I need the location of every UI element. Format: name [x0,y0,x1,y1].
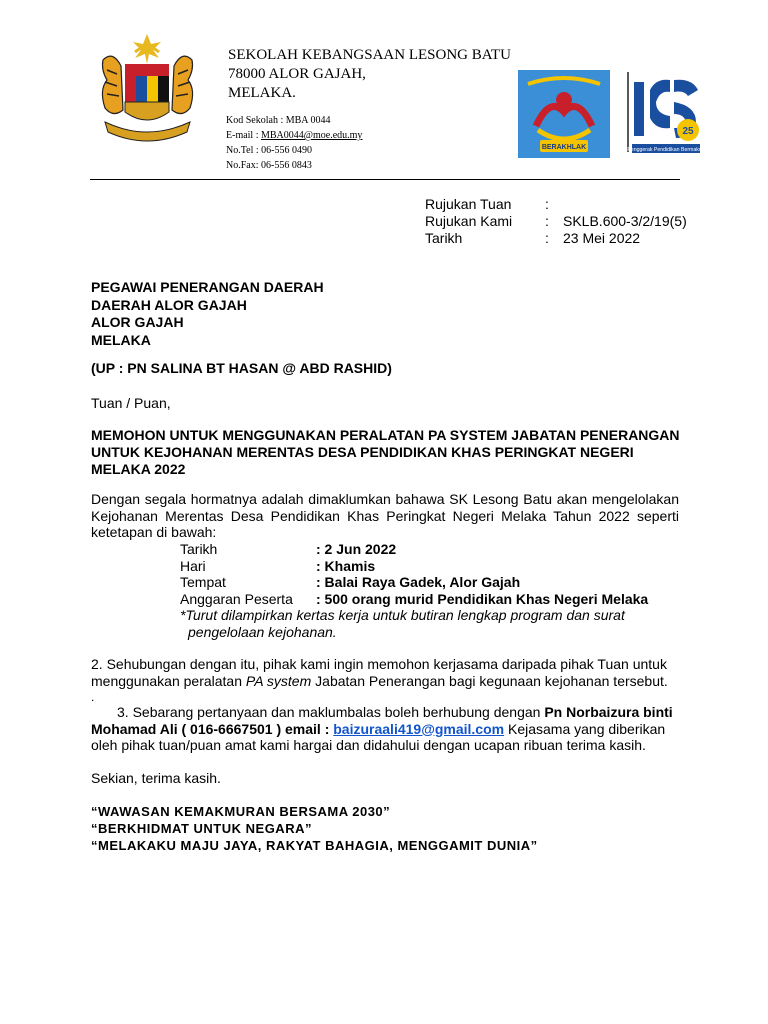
closing-line: Sekian, terima kasih. [91,770,221,786]
detail-row: Hari : Khamis [180,557,376,574]
event-details [180,541,648,607]
svg-text:BERAKHLAK: BERAKHLAK [541,144,587,151]
ref-row-kami: Rujukan Kami : SKLB.600-3/2/19(5) [425,213,687,229]
postcode-town: 78000 ALOR GAJAH, [228,66,366,82]
program-logo-icon [626,72,702,160]
motto-3: “MELAKAKU MAJU JAYA, RAKYAT BAHAGIA, MENGGAMIT DUNIA” [91,838,538,853]
reference-block [425,196,687,247]
detail-row: Anggaran Peserta : 500 orang murid Pendidikan Khas Negeri Melaka [180,590,649,607]
school-contact [226,113,362,173]
coat-of-arms-icon [95,30,200,148]
detail-row: Tarikh : 2 Jun 2022 [180,541,397,557]
letter-subject: MEMOHON UNTUK MENGGUNAKAN PERALATAN PA SYSTEM JABATAN PENERANGAN UNTUK KEJOHANAN MERENTAS DESA PENDIDIKAN KHAS PERINGKAT NEGERI MELAKA 2022 [91,427,680,477]
detail-row: Tempat : Balai Raya Gadek, Alor Gajah [180,574,521,590]
svg-text:25: 25 [682,126,694,137]
salutation: Tuan / Puan, [91,395,171,411]
school-logo-icon [518,70,610,158]
paragraph-1: Dengan segala hormatnya adalah dimaklumkan bahawa SK Lesong Batu akan mengelolakan Kejohanan Merentas Desa Pendidikan Khas Peringkat Negeri Melaka Tahun 2022 seperti ketetapan di bawah: [91,491,679,540]
school-fax: No.Fax: 06-556 0843 [226,160,312,171]
motto-1: “WAWASAN KEMAKMURAN BERSAMA 2030” [91,804,391,819]
motto-2: “BERKHIDMAT UNTUK NEGARA” [91,821,312,836]
ref-row-tarikh: Tarikh : 23 Mei 2022 [425,230,641,246]
svg-text:Penggerak Pendidikan Bermakna: Penggerak Pendidikan Bermakna [627,147,702,153]
attention-line: (UP : PN SALINA BT HASAN @ ABD RASHID) [91,360,392,376]
school-tel: No.Tel : 06-556 0490 [226,145,312,156]
stray-dot: . [91,690,95,704]
recipient-address: PEGAWAI PENERANGAN DAERAH DAERAH ALOR GAJAH ALOR GAJAH MELAKA [91,279,324,348]
school-email-link[interactable]: MBA0044@moe.edu.my [261,130,363,141]
paragraph-2: 2. Sehubungan dengan itu, pihak kami ingin memohon kerjasama daripada pihak Tuan untuk menggunakan peralatan PA system Jabatan Penerangan bagi kegunaan kejohanan tersebut. [91,656,668,689]
header-divider [90,179,680,180]
school-email: E-mail : MBA0044@moe.edu.my [226,130,363,141]
contact-email-link[interactable]: baizuraali419@gmail.com [333,720,505,737]
school-address [228,46,511,103]
school-code: Kod Sekolah : MBA 0044 [226,115,331,126]
state: MELAKA. [228,85,296,101]
school-name: SEKOLAH KEBANGSAAN LESONG BATU [228,47,511,63]
mottos [91,803,538,854]
ref-row-tuan: Rujukan Tuan : [425,196,549,212]
paragraph-3: 3. Sebarang pertanyaan dan maklumbalas boleh berhubung dengan Pn Norbaizura binti Mohamad Ali ( 016-6667501 ) email : baizuraali419@gmail.com Kejasama yang diberikan oleh pihak tuan/puan amat kami hargai dan didahului dengan ucapan ribuan terima kasih. [91,704,673,753]
attachment-note: *Turut dilampirkan kertas kerja untuk butiran lengkap program dan surat pengelolaan kejohanan. [180,607,625,640]
